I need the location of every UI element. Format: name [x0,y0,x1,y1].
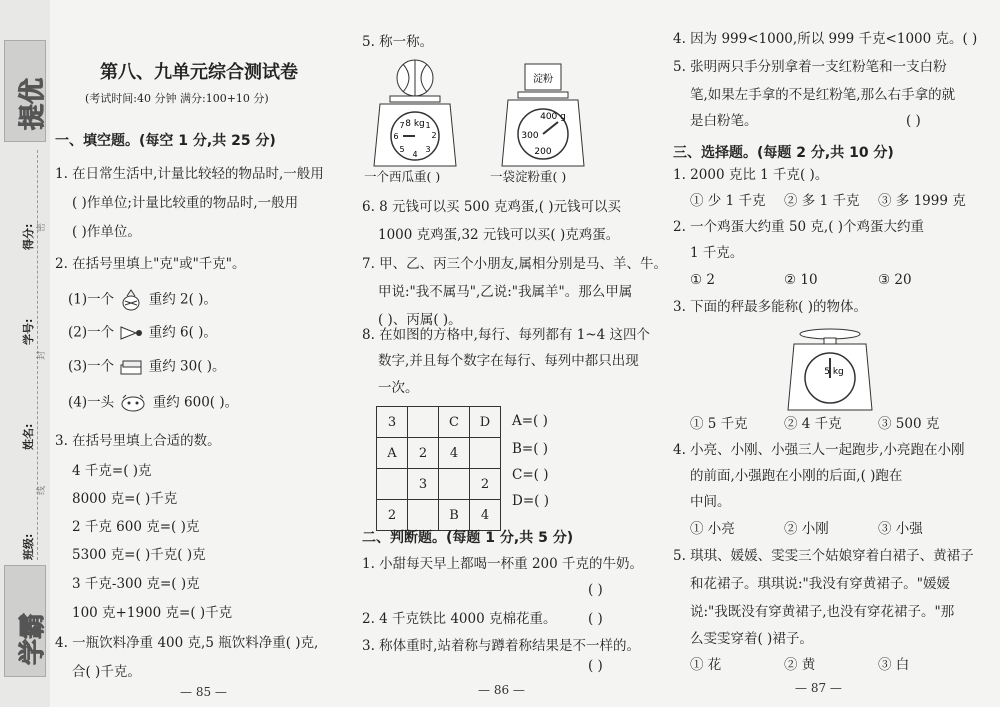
page-number-85: — 85 — [180,685,227,699]
pineapple-icon [118,289,144,311]
q2-item-3-lead: (3)一个 [68,358,115,375]
name-label: 姓名: [22,423,35,450]
test-title: 第八、九单元综合测试卷 [100,62,298,83]
section-3-heading: 三、选择题。(每题 2 分,共 10 分) [673,145,894,161]
judge-4: 4. 因为 999<1000,所以 999 千克<1000 克。( ) [673,31,978,47]
q1-line-c: ( )作单位。 [72,224,141,240]
seal-mark-3: 线 [37,485,47,495]
q5-heading: 5. 称一称。 [362,34,434,50]
q3-item-1: 4 千克=( )克 [72,463,152,479]
q3-item-2: 8000 克=( )千克 [72,491,178,507]
q2-item-2-tail: 重约 6( )。 [148,324,217,341]
page-number-86: — 86 — [478,683,525,697]
judge-5-line-b: 笔,如果左手拿的不是红粉笔,那么右手拿的就 [690,87,956,103]
grid-cell: 2 [470,469,501,500]
q8-line-c: 一次。 [378,380,419,396]
scale-watermelon-figure [370,58,460,170]
judge-3: 3. 称体重时,站着称与蹲着称结果是不一样的。 [362,638,640,654]
grid-row [377,407,501,438]
judge-5-line-c: 是白粉笔。 [690,113,758,129]
choice-2-opt-1: ① 2 [690,272,715,288]
test-subtitle: (考试时间:40 分钟 满分:100+10 分) [85,92,269,105]
scale-2-tick-300: 300 [521,131,539,141]
choice-4-line-a: 4. 小亮、小刚、小强三人一起跑步,小亮跑在小刚 [673,442,965,458]
cow-icon [118,392,148,414]
choice-5-line-c: 说:"我既没有穿黄裙子,也没有穿花裙子。"那 [690,604,955,620]
grid-cell: 3 [377,407,408,438]
choice-3-opt-3: ③ 500 克 [878,416,940,432]
grid-cell [377,469,408,500]
grid-cell [408,407,439,438]
q2-item-4-lead: (4)一头 [68,394,115,411]
grid-cell [408,500,439,531]
grid-cell: B [439,500,470,531]
answer-b: B=( ) [512,441,549,457]
scale-1-tick-6: 6 [393,132,399,141]
q2-item-4 [68,392,238,414]
choice-4-line-c: 中间。 [690,494,731,510]
grid-cell: D [470,407,501,438]
judge-2: 2. 4 千克铁比 4000 克棉花重。 [362,611,557,627]
scale-1-tick-7: 7 [399,121,405,130]
binding-sidebar [0,0,50,707]
q2-item-3-tail: 重约 30( )。 [148,358,226,375]
choice-3-opt-2: ② 4 千克 [784,416,842,432]
q2-item-2 [68,322,217,344]
judge-3-paren: ( ) [588,658,603,674]
grid-cell: 3 [408,469,439,500]
q1-line-a: 1. 在日常生活中,计量比较轻的物品时,一般用 [55,166,324,182]
judge-1-paren: ( ) [588,582,603,598]
answer-a: A=( ) [512,413,548,429]
judge-2-paren: ( ) [588,611,603,627]
scale-1-tick-5: 5 [399,145,405,154]
sudoku-grid [376,406,501,531]
q2-item-2-lead: (2)一个 [68,324,115,341]
q7-line-c: ( )、丙属( )。 [378,312,462,328]
q2-item-3 [68,356,226,378]
scale-1-tick-3: 3 [425,145,431,154]
scale-2-reading: 400 g [540,112,566,122]
judge-1: 1. 小甜每天早上都喝一杯重 200 千克的牛奶。 [362,556,644,572]
brand-bottom: 学霸 [18,612,48,665]
scale-2-caption: 一袋淀粉重( ) [490,169,567,184]
choice-5-line-a: 5. 琪琪、媛媛、雯雯三个姑娘穿着白裙子、黄裙子 [673,548,974,564]
scale-3-unit: 5 kg [824,367,844,377]
q7-line-a: 7. 甲、乙、丙三个小朋友,属相分别是马、羊、牛。 [362,256,667,272]
choice-4-opt-2: ② 小刚 [784,521,829,537]
choice-1-opt-2: ② 多 1 千克 [784,193,860,209]
choice-1: 1. 2000 克比 1 千克( )。 [673,167,829,183]
choice-1-opt-1: ① 少 1 千克 [690,193,766,209]
section-1-heading: 一、填空题。(每空 1 分,共 25 分) [55,133,276,149]
q2-item-1-lead: (1)一个 [68,291,115,308]
q8-line-a: 8. 在如图的方格中,每行、每列都有 1~4 这四个 [362,327,651,343]
grid-cell: A [377,438,408,469]
section-2-heading: 二、判断题。(每题 1 分,共 5 分) [362,530,574,546]
scale-1-tick-4: 4 [412,150,418,159]
choice-2-opt-2: ② 10 [784,272,818,288]
grid-cell [470,438,501,469]
scale-1-caption: 一个西瓜重( ) [364,169,441,184]
q7-line-b: 甲说:"我不属马",乙说:"我属羊"。那么甲属 [378,284,633,300]
scale-1-tick-1: 1 [425,121,431,130]
grid-cell [439,469,470,500]
q3-item-5: 3 千克-300 克=( )克 [72,576,200,592]
scale-5kg-figure [782,326,878,412]
grid-cell: 2 [408,438,439,469]
q4-line-b: 合( )千克。 [72,664,141,680]
q3-item-6: 100 克+1900 克=( )千克 [72,605,233,621]
grid-row [377,500,501,531]
q3-item-3: 2 千克 600 克=( )克 [72,519,200,535]
grid-cell: 4 [470,500,501,531]
q2-item-1-tail: 重约 2( )。 [148,291,217,308]
q6-line-b: 1000 克鸡蛋,32 元钱可以买( )克鸡蛋。 [378,227,620,243]
money-stack-icon [118,356,144,378]
scale-2-tick-200: 200 [534,147,552,157]
choice-1-opt-3: ③ 多 1999 克 [878,193,966,209]
answer-d: D=( ) [512,493,549,509]
q4-line-a: 4. 一瓶饮料净重 400 克,5 瓶饮料净重( )克, [55,635,319,651]
choice-4-opt-1: ① 小亮 [690,521,735,537]
score-label: 得分: [22,223,35,250]
judge-5-paren: ( ) [906,113,921,129]
answer-c: C=( ) [512,467,549,483]
grid-cell: 2 [377,500,408,531]
q3-heading: 3. 在括号里填上合适的数。 [55,433,221,449]
grid-row [377,469,501,500]
student-id-label: 学号: [22,318,35,345]
grid-cell: 4 [439,438,470,469]
choice-5-line-d: 么雯雯穿着( )裙子。 [690,631,813,647]
choice-5-line-b: 和花裙子。琪琪说:"我没有穿黄裙子。"媛媛 [690,576,950,592]
choice-5-opt-2: ② 黄 [784,657,816,673]
scale-starch-figure [498,58,588,170]
class-label: 班级: [22,533,35,560]
q8-line-b: 数字,并且每个数字在每行、每列中都只出现 [378,353,639,369]
page-number-87: — 87 — [795,681,842,695]
brand-top: 提优 [18,77,48,130]
q6-line-a: 6. 8 元钱可以买 500 克鸡蛋,( )元钱可以买 [362,199,622,215]
q2-item-4-tail: 重约 600( )。 [152,394,239,411]
scale-1-unit: 8 kg [405,119,425,129]
judge-5-line-a: 5. 张明两只手分别拿着一支红粉笔和一支白粉 [673,59,947,75]
q3-item-4: 5300 克=( )千克( )克 [72,547,206,563]
choice-5-opt-3: ③ 白 [878,657,910,673]
q2-heading: 2. 在括号里填上"克"或"千克"。 [55,256,246,272]
choice-2-line-a: 2. 一个鸡蛋大约重 50 克,( )个鸡蛋大约重 [673,219,925,235]
scale-1-tick-2: 2 [431,131,437,140]
choice-3-opt-1: ① 5 千克 [690,416,748,432]
choice-4-line-b: 的前面,小强跑在小刚的后面,( )跑在 [690,468,903,484]
starch-bag-label: 淀粉 [533,74,553,85]
seal-mark-2: 封 [37,350,47,360]
grid-cell: C [439,407,470,438]
q2-item-1 [68,289,217,311]
grid-row [377,438,501,469]
choice-2-line-b: 1 千克。 [690,245,744,261]
shuttlecock-icon [118,322,144,344]
q1-line-b: ( )作单位;计量比较重的物品时,一般用 [72,195,299,211]
seal-mark-1: 密 [37,222,47,232]
choice-4-opt-3: ③ 小强 [878,521,923,537]
choice-2-opt-3: ③ 20 [878,272,912,288]
choice-5-opt-1: ① 花 [690,657,722,673]
choice-3: 3. 下面的秤最多能称( )的物体。 [673,299,867,315]
